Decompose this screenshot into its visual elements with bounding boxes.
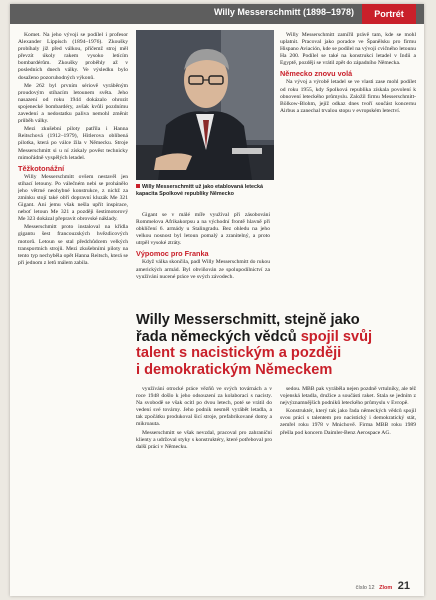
middle-paragraph: Když válka skončila, padl Willy Messerschmitt do rukou amerických armád. Byl obviňován ze spolupodílnictví za využívání nucené práce ve svých závodech. (136, 259, 270, 280)
section-tag: Portrét (362, 4, 416, 24)
pull-quote-headline (136, 312, 416, 378)
portrait-illustration (136, 30, 274, 180)
magazine-brand: Zlom (379, 585, 393, 591)
caption-text: Willy Messerschmitt už jako etablovaná letecká kapacita Spolkové republiky Německo (136, 184, 263, 197)
left-column (18, 32, 128, 592)
headline-line: Willy Messerschmitt, stejně jako (136, 312, 360, 328)
bottom-left-column (136, 386, 272, 576)
headline-line (136, 329, 416, 346)
bottom-paragraph: Konstruktér, který tak jako řada německých vědců spojil svou práci s talentem pro nacistický i demokratický stát, zemřel roku 1978 v Mnichově. Firma MBB roku 1989 přešla pod koncern Daimler-Benz Aerospace AG. (280, 408, 416, 436)
bottom-paragraph: využívání otrocké práce vězňů ve svých továrnách a v roce 1948 došlo k jeho odsouzení za kolaboraci s nacisty. Na svobodě se však ocitl po dvou letech, poté se vrátil do vedení své továrny. Jeho podnik nesměl vyrábět letadla, a tak zpočátku produkoval šicí stroje, prefabrikované domy a mikroauta. (136, 386, 272, 428)
left-paragraph: Mezi zkušební piloty patřila i Hanna Reitschová (1912–1979), Hitlerova oblíbená pilotka, která po válce žila v Německu. Stroje Messerschmitt si u ní získaly pověst technicky mimořádně vyspělých letadel. (18, 126, 128, 161)
headline-part: řada německých vědců (136, 328, 297, 345)
middle-column (136, 212, 270, 308)
headline-highlight: talent s nacistickým a později (136, 345, 342, 361)
left-paragraph: Willy Messerschmitt ovšem nestavěl jen stíhací letouny. Po válečném nebi se prohánělo jeho větrné neohybné konstrukce, z nichž za zmínku stojí také obří dopravní kluzák Me 321 Gigant. Ani jemu však nešla upřít inspirace, neboť letoun Me 321 a později šestimotorový Me 323 dokázal přepravit obrovské náklady. (18, 173, 128, 223)
headline-highlight: i demokratickým Německem (136, 361, 333, 378)
magazine-page (10, 4, 424, 596)
issue-label: číslo 12 (355, 585, 375, 591)
portrait-photo (136, 30, 274, 180)
right-paragraph: Willy Messerschmitt zamířil právě tam, kde se mohl uplatnit. Pracoval jako poradce ve Španělsku pro firmu Hispano Aviación, kde se podílel na vývoji cvičného letounu Ha 200. Podílel se také na konstrukci letadel v Indii a Egyptě, později se vrátil zpět do západního Německa. (280, 32, 416, 67)
page-number: 21 (397, 580, 410, 592)
middle-paragraph: Gigant se v málé míře využíval při zásobování Rommelova Afrikakorpsu a na východní frontě hlavně při obklíčení 6. armády u Stalingradu. Bez ohledu na jeho velkou nosnost byl letoun pomalý a zranitelný, a proto utrpěl vysoké ztráty. (136, 212, 270, 247)
bottom-paragraph: sedou. MBB pak vyráběla nejen pozdně vrtulníky, ale též vojenská letadla, družice a součásti raket. Stala se jedním z nejvýznamnějších podniků leteckého průmyslu v Evropě. (280, 386, 416, 407)
header-title: Willy Messerschmitt (1898–1978) (214, 7, 354, 17)
left-paragraph: Messerschmitt proto instaloval na křídla gigantu šest francouzských hvězdicových motorů. Letoun se stal předchůdcem velkých transportních strojů. Mezi zkušebními piloty na tento typ nechyběla opět Hanna Reitsch, která se při jednom z letů málem zabila. (18, 224, 128, 266)
headline-highlight: spojil svůj (300, 328, 373, 345)
subheading-nemecko: Německo znovu volá (280, 69, 353, 79)
left-paragraph: Me 262 byl prvním sériově vyráběným proudovým stíhacím letounem světa. Jeho nasazení od roku 1944 dokázalo ohrozit spojenecké bombardéry, avšak kvůli pozdnímu zavedení a nedostatku paliva nemohl změnit průběh války. (18, 82, 128, 125)
left-paragraph: Komet. Na jeho vývoji se podílel i profesor Alexander Lippisch (1894–1976). Zkoušky probíhaly již před válkou, přičemž stroj měl převzít úkoly rakem vysoko letícím bombardérům. Zkoušky proběhly až v posledních dnech války. Ve výsledku bylo dosaženo pozoruhodných výkonů. (18, 32, 128, 81)
bottom-right-column (280, 386, 416, 576)
right-paragraph: Na vývoj a výrobě letadel se ve vlasti zase mohl podílet od roku 1955, kdy Spolková republika získala povolení k obnovení leteckého průmyslu. Založil firmu Messerschmitt-Bölkow-Blohm, jejíž odkaz dnes tvoří součást koncernu Airbus a zanechal trvalou stopu v evropském letectví. (280, 79, 416, 114)
subheading-vypomoc: Výpomoc pro Franka (136, 249, 209, 259)
subheading-tezkotonazni: Těžkotonážní (18, 163, 65, 173)
photo-caption (136, 184, 274, 198)
caption-marker (136, 184, 140, 188)
page-footer (356, 580, 410, 592)
right-column (280, 32, 416, 306)
bottom-paragraph: Messerschmitt se však nevzdal, pracoval pro zahraniční klienty a udržoval styky s konstruktéry, které potřeboval pro další práci v Německu. (136, 429, 272, 450)
header-bar (10, 4, 424, 24)
